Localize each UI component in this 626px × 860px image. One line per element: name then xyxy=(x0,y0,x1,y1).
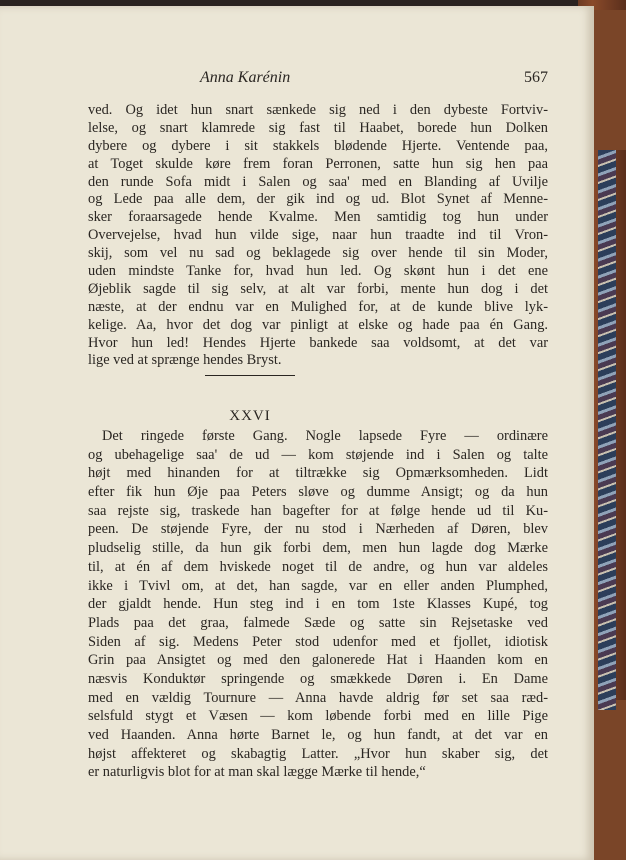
text-line: og Lede paa alle dem, der gik ind og ud. Blot Synet af Menne- xyxy=(88,191,548,208)
text-line: selsfuld stygt et Væsen — kom løbende forbi med en lille Pige xyxy=(88,708,548,725)
cover-corner-top xyxy=(590,10,626,150)
text-line: Hvor hun led! Hendes Hjerte bankede saa voldsomt, at det var xyxy=(88,334,548,351)
text-line: lige ved at sprænge hendes Bryst. xyxy=(88,352,282,369)
section-divider xyxy=(205,375,295,376)
text-line: uden mindste Tanke for, hvad hun led. Og skønt hun i det ene xyxy=(88,263,548,280)
text-line: næste, at der endnu var en Mulighed for, at de kunde blive lyk- xyxy=(88,298,548,315)
text-line: er naturligvis blot for at man skal lægge Mærke til hende,“ xyxy=(88,764,426,781)
text-line: efter fik hun Øje paa Peters sløve og dumme Ansigt; og da hun xyxy=(88,484,548,501)
book-page xyxy=(0,6,594,860)
text-line: peen. De støjende Fyre, der nu stod i Nærheden af Døren, blev xyxy=(88,521,548,538)
text-line: og ubehagelige saa' de ud — kom støjende ind i Salen og talte xyxy=(88,446,548,463)
text-line: højt med hinanden for at tiltrække sig Opmærksomheden. Lidt xyxy=(88,465,548,482)
text-line: ved Haanden. Anna hørte Barnet le, og hun fandt, at det var en xyxy=(88,727,548,743)
text-line: ved. Og idet hun snart sænkede sig ned i den dybeste Fortviv- xyxy=(88,102,548,118)
text-line: sker foraarsagede hende Kvalme. Men samtidig tog hun under xyxy=(88,209,548,226)
text-line: skij, som vel nu sad og beklagede sig over hende til sin Moder, xyxy=(88,245,548,262)
marbled-endpaper xyxy=(598,150,616,710)
text-line: lelse, og snart klamrede sig fast til Haabet, borede hun Dolken xyxy=(88,119,548,136)
text-line: dybere og dybere i sit stakkels blødende Hjerte. Ventende paa, xyxy=(88,137,548,154)
text-line: til, at én af dem hviskede noget til de andre, og hun var aldeles xyxy=(88,558,548,575)
text-line: ikke i Tvivl om, at det, han sagde, var en eller anden Plumphed, xyxy=(88,577,548,594)
text-line: næsvis Konduktør springende og smækkede Døren i. En Dame xyxy=(88,670,548,687)
text-line: højst affekteret og skabagtig Latter. „Hvor hun skaber sig, det xyxy=(88,745,548,762)
text-line: at Toget skulde køre frem foran Perronen, satte hun sig hen paa xyxy=(88,155,548,172)
text-line: pludselig stille, da hun gik forbi dem, men hun lagde dog Mærke xyxy=(88,540,548,557)
text-line: med en vældig Tournure — Anna havde aldrig før set saa ræd- xyxy=(88,689,548,706)
text-line: kelige. Aa, hvor det dog var pinligt at elske og hade paa én Gang. xyxy=(88,316,548,333)
running-title: Anna Karénin xyxy=(200,69,291,86)
text-line: den runde Sofa midt i Salen og saa' med en Blanding af Uvilje xyxy=(88,173,548,190)
paragraph-2 xyxy=(88,427,548,782)
chapter-heading: XXVI xyxy=(229,408,271,424)
page-number: 567 xyxy=(524,69,548,86)
text-line: Siden af sig. Medens Peter stod udenfor med et fjollet, idiotisk xyxy=(88,633,548,650)
text-line: Det ringede første Gang. Nogle lapsede Fyre — ordinære xyxy=(102,428,548,444)
text-line: Plads paa det graa, falmede Sæde og satte sin Rejsetaske ved xyxy=(88,614,548,631)
paragraph-1 xyxy=(88,102,548,370)
text-line: Grin paa Ansigtet og med den galonerede Hat i Haanden kom en xyxy=(88,652,548,669)
text-line: der gjaldt hende. Hun steg ind i en tom 1ste Klasses Kupé, tog xyxy=(88,596,548,613)
text-line: Øjeblik sagde til sig selv, at alt var forbi, mente hun dog i det xyxy=(88,280,548,297)
text-line: Overvejelse, hvad hun vilde sige, naar hun traadte ind til Vron- xyxy=(88,227,548,244)
cover-corner-bottom xyxy=(590,700,626,860)
text-line: saa rejste sig, traskede han bagefter for at følge hende ud til Ku- xyxy=(88,502,548,519)
page-header xyxy=(88,69,548,91)
